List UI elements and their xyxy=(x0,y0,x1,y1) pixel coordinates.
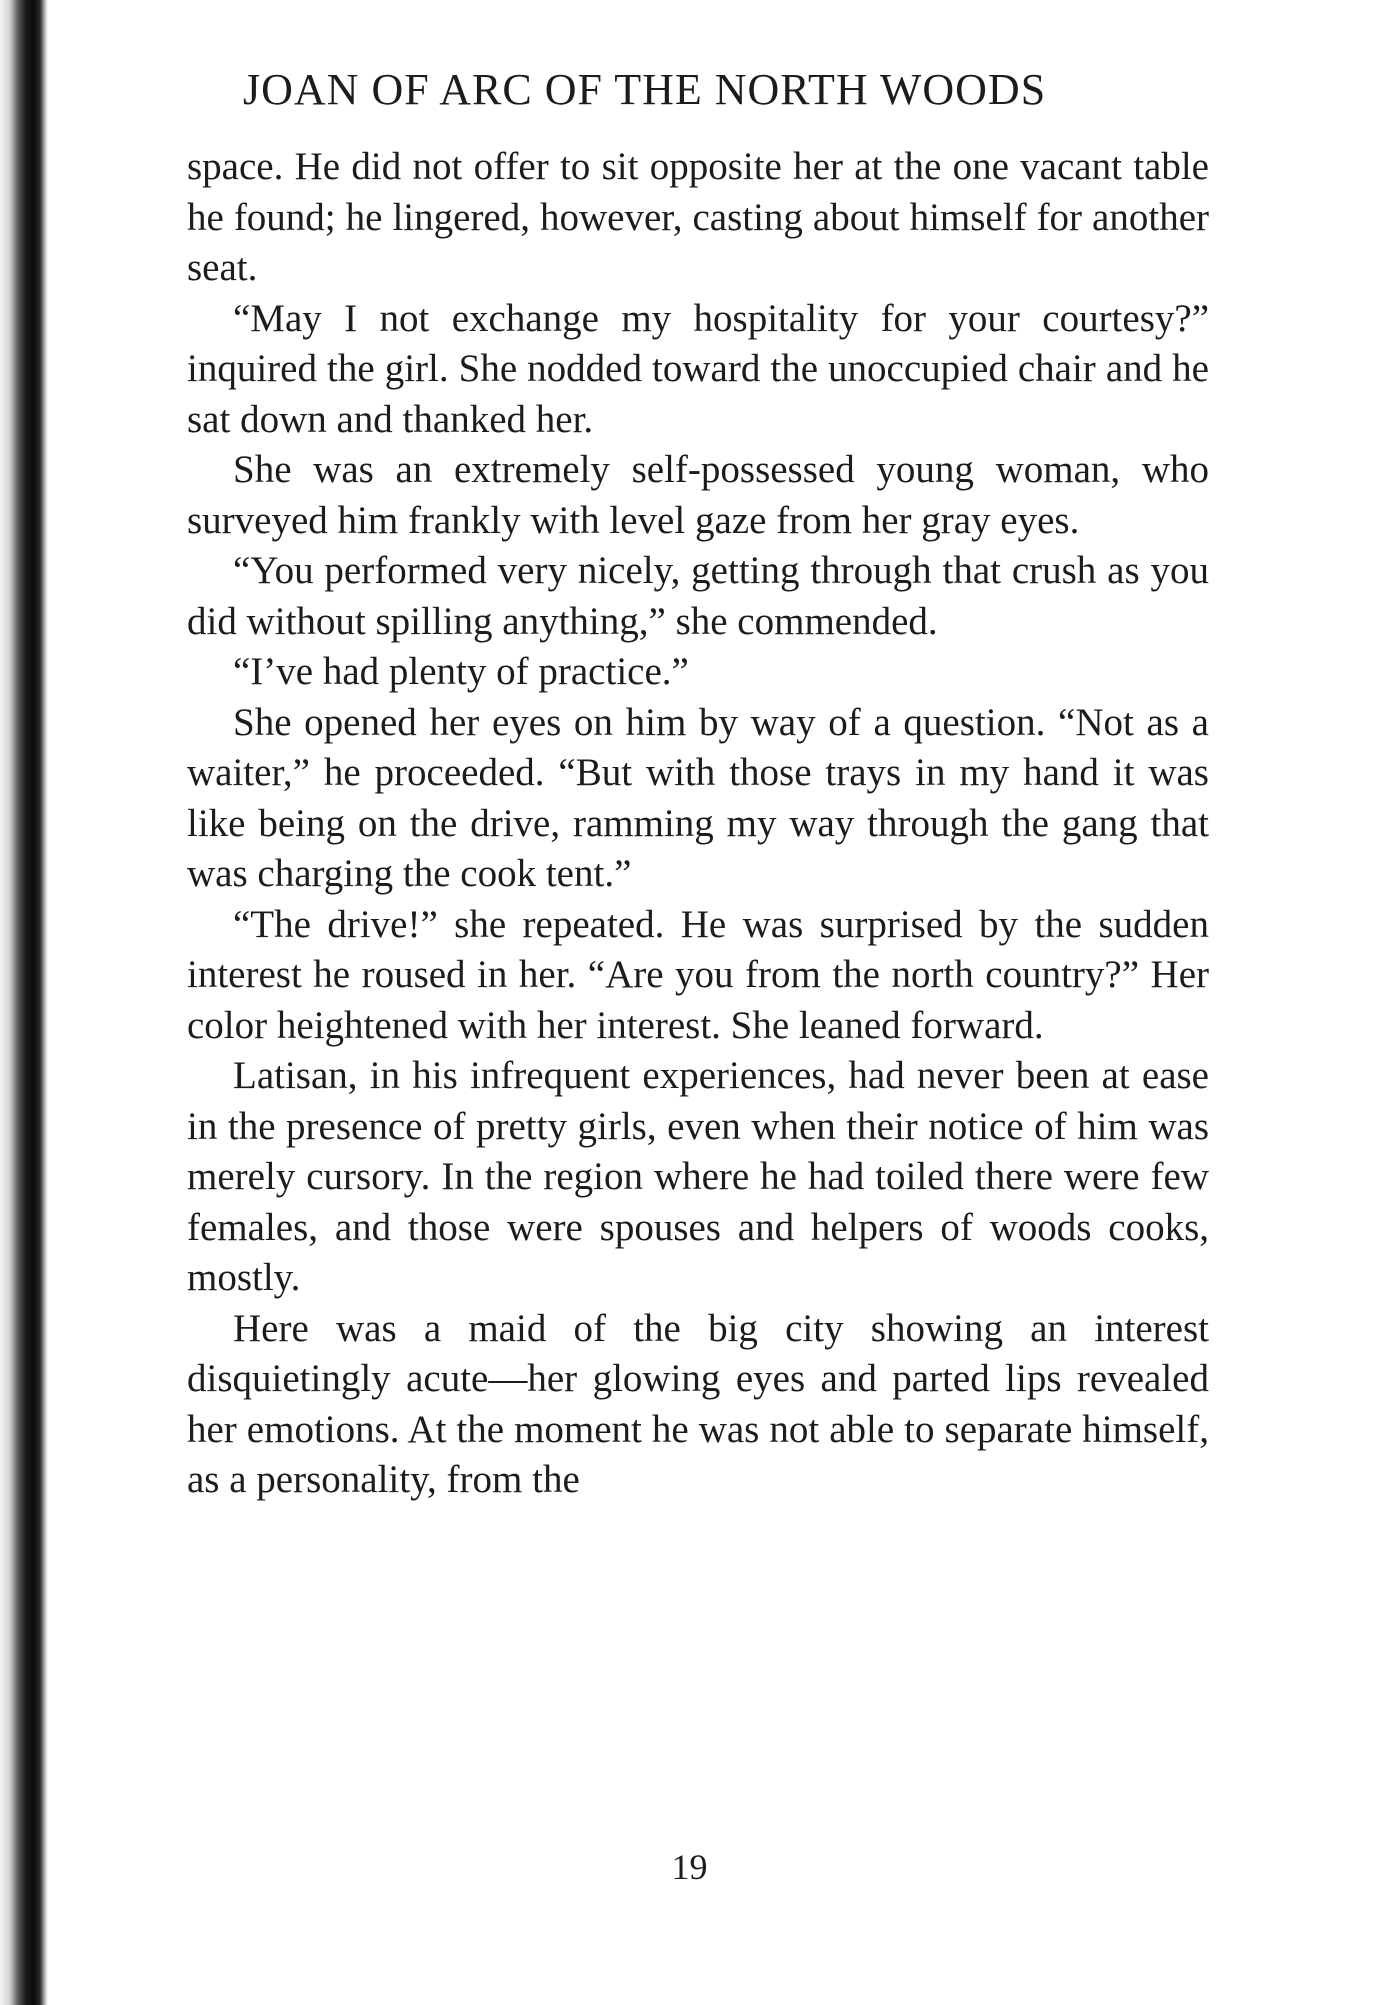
paragraph: “The drive!” she repeated. He was surprised by the sudden interest he roused in her. “Are you from the north country?” Her color heightened with her interest. She leaned forward. xyxy=(187,902,1209,1047)
paragraph: “I’ve had plenty of practice.” xyxy=(233,650,689,693)
paragraph: space. He did not offer to sit opposite her at the one vacant table he found; he lingered, however, casting about himself for another seat. xyxy=(187,145,1209,289)
running-head: JOAN OF ARC OF THE NORTH WOODS xyxy=(243,65,1047,114)
paragraph: “May I not exchange my hospitality for your courtesy?” inquired the girl. She nodded toward the unoccupied chair and he sat down and thanked her. xyxy=(187,296,1209,441)
paragraph: Latisan, in his infrequent experiences, had never been at ease in the presence of pretty girls, even when their notice of him was merely cursory. In the region where he had toiled there were few females, and those were spouses and helpers of woods cooks, mostly. xyxy=(187,1054,1209,1299)
paragraph: “You performed very nicely, getting through that crush as you did without spilling anything,” she commended. xyxy=(187,549,1209,643)
paragraph: She opened her eyes on him by way of a question. “Not as a waiter,” he proceeded. “But with those trays in my hand it was like being on the drive, ramming my way through the gang that was charging the cook tent.” xyxy=(187,700,1209,895)
binding-edge xyxy=(0,0,48,2005)
body-text xyxy=(187,142,1209,1506)
page-number: 19 xyxy=(671,1847,708,1887)
paragraph: She was an extremely self-possessed young woman, who surveyed him frankly with level gaze from her gray eyes. xyxy=(187,448,1209,542)
paragraph: Here was a maid of the big city showing an interest disquietingly acute—her glowing eyes and parted lips revealed her emotions. At the moment he was not able to separate himself, as a personality, from the xyxy=(187,1306,1209,1501)
